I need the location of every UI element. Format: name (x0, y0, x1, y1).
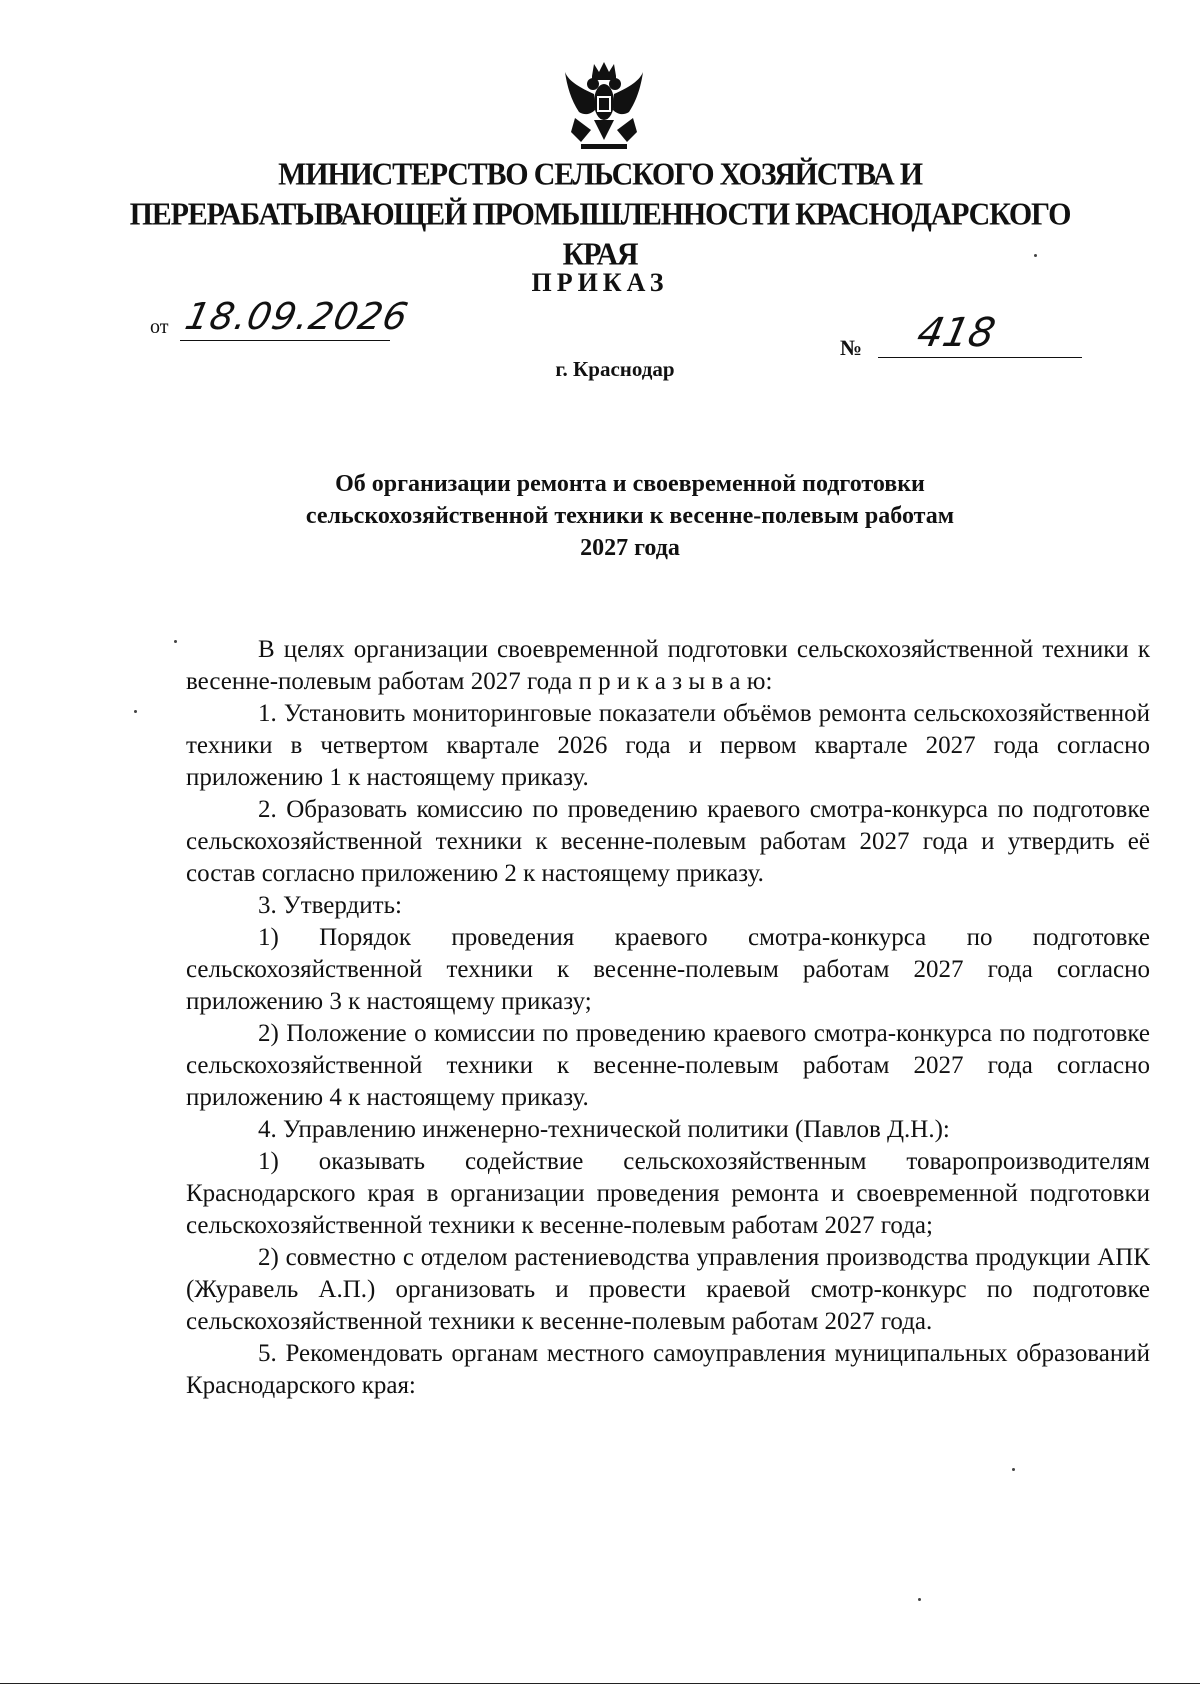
item-4-1: 1) оказывать содействие сельскохозяйственным товаропроизводителям Краснодарского края в организации проведения ремонта и своевременной подготовки сельскохозяйственной техники к весенне-полевым работам 2027 года; (186, 1148, 1150, 1239)
item-3: 3. Утвердить: (258, 892, 402, 919)
scan-speck (174, 640, 177, 643)
coat-of-arms-icon (561, 60, 647, 152)
scan-speck (918, 1598, 921, 1601)
footer-rule (0, 1683, 1200, 1684)
scan-speck (1034, 254, 1037, 257)
item-3-1: 1) Порядок проведения краевого смотра-конкурса по подготовке сельскохозяйственной техники к весенне-полевым работам 2027 года согласно приложению 3 к настоящему приказу; (186, 924, 1150, 1015)
order-body (186, 634, 1150, 1402)
date-underline (180, 340, 390, 341)
intro-paragraph: В целях организации своевременной подготовки сельскохозяйственной техники к весенне-полевым работам 2027 года п р и к а з ы в а ю: (186, 636, 1150, 695)
document-title: ПРИКАЗ (531, 268, 669, 297)
ministry-name: МИНИСТЕРСТВО СЕЛЬСКОГО ХОЗЯЙСТВА И ПЕРЕРАБАТЫВАЮЩЕЙ ПРОМЫШЛЕННОСТИ КРАСНОДАРСКОГО КРАЯ (129, 157, 1071, 272)
item-5: 5. Рекомендовать органам местного самоуправления муниципальных образований Краснодарского края: (186, 1340, 1150, 1399)
item-4-2: 2) совместно с отделом растениеводства управления производства продукции АПК (Журавель А.П.) организовать и провести краевой смотр-конкурс по подготовке сельскохозяйственной техники к весенне-полевым работам 2027 года. (186, 1244, 1150, 1335)
number-prefix: № (840, 335, 863, 360)
order-number: 418 (913, 310, 1000, 356)
item-3-2: 2) Положение о комиссии по проведению краевого смотра-конкурса по подготовке сельскохозяйственной техники к весенне-полевым работам 2027 года согласно приложению 4 к настоящему приказу. (186, 1020, 1150, 1111)
date-prefix: от (150, 316, 169, 338)
city-label: г. Краснодар (555, 357, 675, 381)
item-2: 2. Образовать комиссию по проведению краевого смотра-конкурса по подготовке сельскохозяйственной техники к весенне-полевым работам 2027 года и утвердить её состав согласно приложению 2 к настоящему приказу. (186, 796, 1150, 887)
item-1: 1. Установить мониторинговые показатели объёмов ремонта сельскохозяйственной техники в четвертом квартале 2026 года и первом квартале 2027 года согласно приложению 1 к настоящему приказу. (186, 700, 1150, 791)
scan-speck (134, 710, 137, 713)
item-4: 4. Управлению инженерно-технической политики (Павлов Д.Н.): (258, 1116, 950, 1143)
order-subject: Об организации ремонта и своевременной подготовки сельскохозяйственной техники к весенне-полевым работам 2027 года (305, 471, 955, 561)
scan-speck (1012, 1468, 1015, 1471)
order-date: 18.09.2026 (181, 295, 413, 338)
